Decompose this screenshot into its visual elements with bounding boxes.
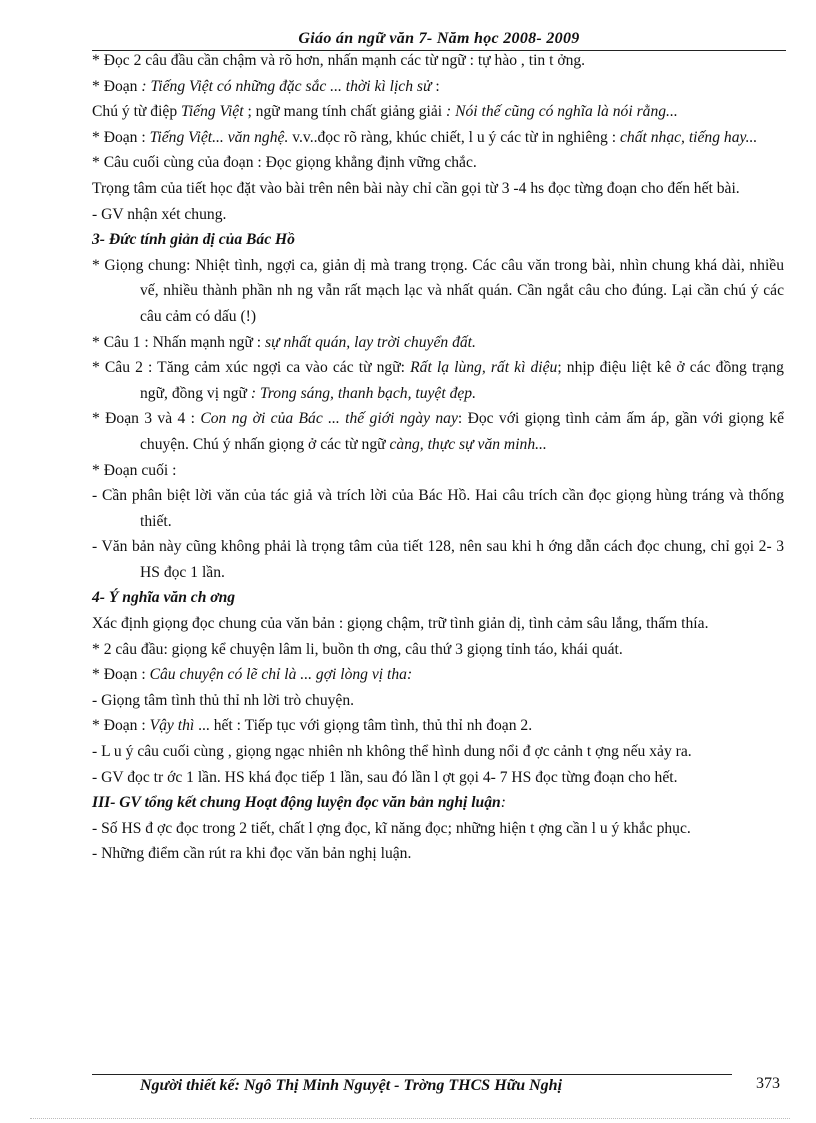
page-footer-author: Người thiết kế: Ngô Thị Minh Nguyệt - Trờng THCS Hữu Nghị bbox=[140, 1077, 563, 1094]
paragraph: Trọng tâm của tiết học đặt vào bài trên nên bài này chỉ cần gọi từ 3 -4 hs đọc từng đoạn cho đến hết bài. bbox=[92, 179, 740, 197]
paragraph: * Đoạn : Tiếng Việt... văn nghệ. v.v..đọc rõ ràng, khúc chiết, l u ý các từ in nghiêng : chất nhạc, tiếng hay... bbox=[92, 128, 758, 146]
paragraph: - Những điểm cần rút ra khi đọc văn bản nghị luận. bbox=[92, 845, 412, 863]
paragraph: * 2 câu đầu: giọng kể chuyện lâm li, buồn th ơng, câu thứ 3 giọng tỉnh táo, khái quát. bbox=[92, 640, 623, 658]
section-heading: III- GV tổng kết chung Hoạt động luyện đọc văn bản nghị luận: bbox=[92, 794, 506, 812]
paragraph: - Giọng tâm tình thủ thỉ nh lời trò chuyện. bbox=[92, 691, 355, 709]
page-number: 373 bbox=[756, 1075, 780, 1092]
paragraph: * Đọc 2 câu đầu cần chậm và rõ hơn, nhấn mạnh các từ ngữ : tự hào , tin t ởng. bbox=[92, 52, 586, 69]
paragraph: * Câu 1 : Nhấn mạnh ngữ : sự nhất quán, lay trời chuyển đất. bbox=[92, 333, 476, 351]
paragraph: - Số HS đ ợc đọc trong 2 tiết, chất l ợng đọc, kĩ năng đọc; những hiện t ợng cần l u ý khắc phục. bbox=[92, 819, 691, 837]
paragraph: Xác định giọng đọc chung của văn bản : giọng chậm, trữ tình giản dị, tình cảm sâu lắng, thấm thía. bbox=[92, 615, 709, 633]
page-header: Giáo án ngữ văn 7- Năm học 2008- 2009 bbox=[92, 30, 786, 51]
paragraph: * Giọng chung: Nhiệt tình, ngợi ca, giản dị mà trang trọng. Các câu văn trong bài, nhìn chung khá dài, nhiều vế, nhiều thành phần nh ng vẫn rất mạch lạc và nhất quán. Cần ngắt câu cho đúng. Lại cần chú ý các câu cảm có dấu (!) bbox=[92, 256, 784, 325]
paragraph: * Đoạn : Tiếng Việt có những đặc sắc ... thời kì lịch sử : bbox=[92, 77, 440, 95]
document-body bbox=[92, 48, 784, 867]
page-bottom-dotted-line bbox=[30, 1118, 790, 1119]
paragraph: - GV đọc tr ớc 1 lần. HS khá đọc tiếp 1 lần, sau đó lần l ợt gọi 4- 7 HS đọc từng đoạn cho hết. bbox=[92, 768, 678, 786]
paragraph: - Cần phân biệt lời văn của tác giả và trích lời của Bác Hồ. Hai câu trích cần đọc giọng hùng tráng và thống thiết. bbox=[92, 487, 784, 530]
paragraph: Chú ý từ điệp Tiếng Việt ; ngữ mang tính chất giảng giải : Nói thế cũng có nghĩa là nói rằng... bbox=[92, 103, 678, 121]
paragraph: * Đoạn 3 và 4 : Con ng ời của Bác ... thế giới ngày nay: Đọc với giọng tình cảm ấm áp, gần với giọng kể chuyện. Chú ý nhấn giọng ở các từ ngữ càng, thực sự văn minh... bbox=[92, 410, 785, 453]
section-heading: 4- Ý nghĩa văn ch ơng bbox=[92, 589, 236, 607]
paragraph: - Văn bản này cũng không phải là trọng tâm của tiết 128, nên sau khi h ớng dẫn cách đọc chung, chỉ gọi 2- 3 HS đọc 1 lần. bbox=[92, 538, 784, 581]
paragraph: * Câu 2 : Tăng cảm xúc ngợi ca vào các từ ngữ: Rất lạ lùng, rất kì diệu; nhịp điệu liệt kê ở các đồng trạng ngữ, đồng vị ngữ : Trong sáng, thanh bạch, tuyệt đẹp. bbox=[92, 359, 784, 402]
paragraph: * Câu cuối cùng của đoạn : Đọc giọng khẳng định vững chắc. bbox=[92, 154, 477, 172]
paragraph: * Đoạn : Câu chuyện có lẽ chỉ là ... gợi lòng vị tha: bbox=[92, 666, 413, 684]
paragraph: * Đoạn : Vậy thì ... hết : Tiếp tục với giọng tâm tình, thủ thỉ nh đoạn 2. bbox=[92, 717, 533, 735]
paragraph: - GV nhận xét chung. bbox=[92, 205, 227, 223]
footer-divider bbox=[92, 1074, 732, 1075]
paragraph: * Đoạn cuối : bbox=[92, 461, 177, 479]
paragraph: - L u ý câu cuối cùng , giọng ngạc nhiên nh không thể hình dung nổi đ ợc cảnh t ợng nếu xảy ra. bbox=[92, 743, 692, 761]
section-heading: 3- Đức tính giản dị của Bác Hồ bbox=[92, 231, 295, 249]
